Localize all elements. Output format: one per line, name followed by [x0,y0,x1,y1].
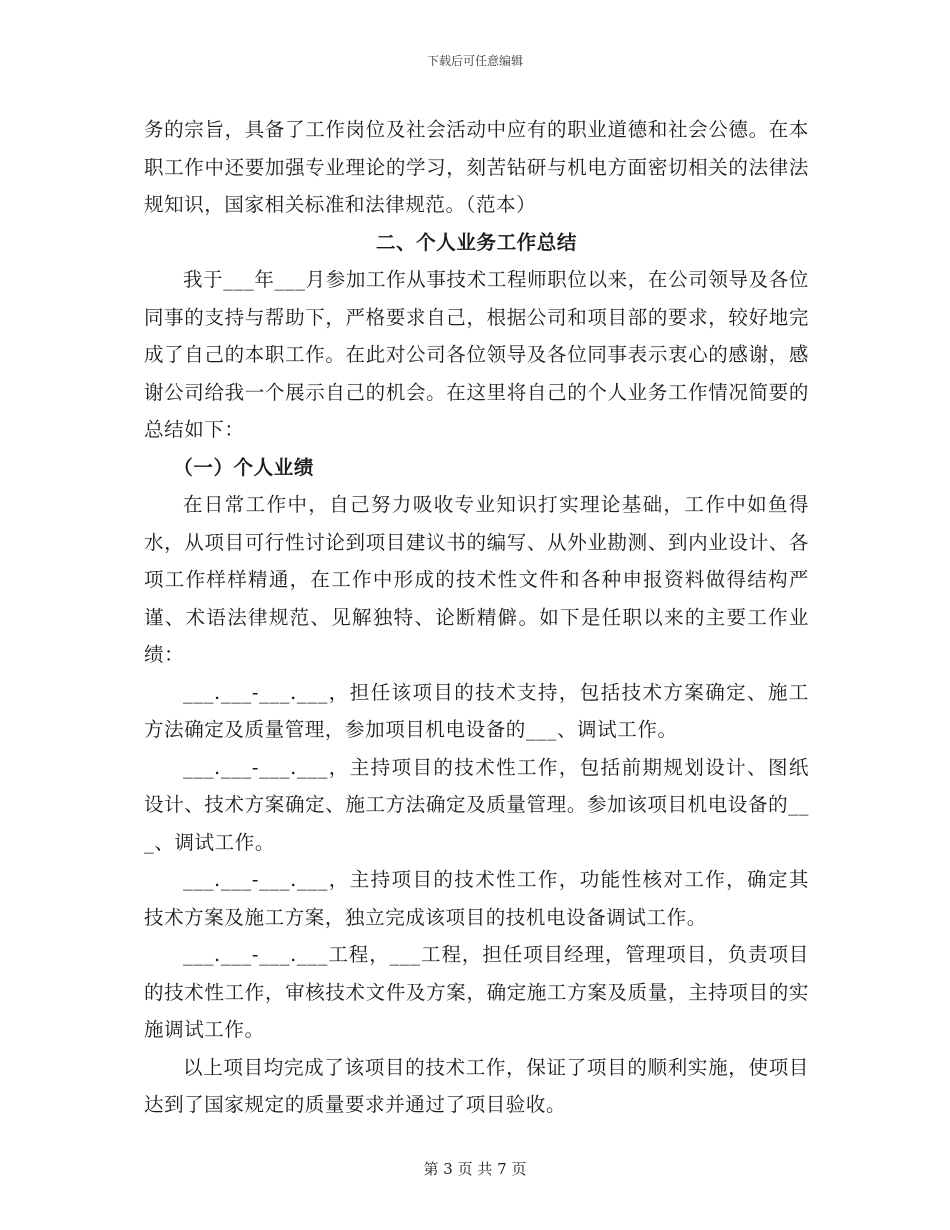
subsection-title: （一）个人业绩 [173,455,314,479]
project-item-3: ___.___-___.___，主持项目的技术性工作，功能性核对工作，确定其技术方案及施工方案，独立完成该项目的技机电设备调试工作。 [144,868,809,929]
conclusion-paragraph: 以上项目均完成了该项目的技术工作，保证了项目的顺利实施，使项目达到了国家规定的质量要求并通过了项目验收。 [144,1055,809,1116]
project-item-4: ___.___-___.___工程，___工程，担任项目经理，管理项目，负责项目的技术性工作，审核技术文件及方案，确定施工方案及质量，主持项目的实施调试工作。 [144,943,809,1041]
project-item-2: ___.___-___.___，主持项目的技术性工作，包括前期规划设计、图纸设计、技术方案确定、施工方法确定及质量管理。参加该项目机电设备的___、调试工作。 [144,755,809,854]
section-title: 二、个人业务工作总结 [375,230,577,254]
project-item-1: ___.___-___.___，担任该项目的技术支持，包括技术方案确定、施工方法确定及质量管理，参加项目机电设备的___、调试工作。 [144,680,809,741]
intro-paragraph: 务的宗旨，具备了工作岗位及社会活动中应有的职业道德和社会公德。在本职工作中还要加强专业理论的学习，刻苦钻研与机电方面密切相关的法律法规知识，国家相关标准和法律规范。（范本） [144,118,809,216]
summary-paragraph: 我于___年___月参加工作从事技术工程师职位以来，在公司领导及各位同事的支持与帮助下，严格要求自己，根据公司和项目部的要求，较好地完成了自己的本职工作。在此对公司各位领导及各位同事表示衷心的感谢，感谢公司给我一个展示自己的机会。在这里将自己的个人业务工作情况简要的总结如下： [144,268,809,441]
page-number: 第 3 页 共 7 页 [423,1160,527,1178]
page-header-note: 下载后可任意编辑 [426,54,523,68]
document-body [144,111,809,1124]
performance-paragraph: 在日常工作中，自己努力吸收专业知识打实理论基础，工作中如鱼得水，从项目可行性讨论到项目建议书的编写、从外业勘测、到内业设计、各项工作样样精通，在工作中形成的技术性文件和各种申报资料做得结构严谨、术语法律规范、见解独特、论断精僻。如下是任职以来的主要工作业绩： [144,493,809,666]
